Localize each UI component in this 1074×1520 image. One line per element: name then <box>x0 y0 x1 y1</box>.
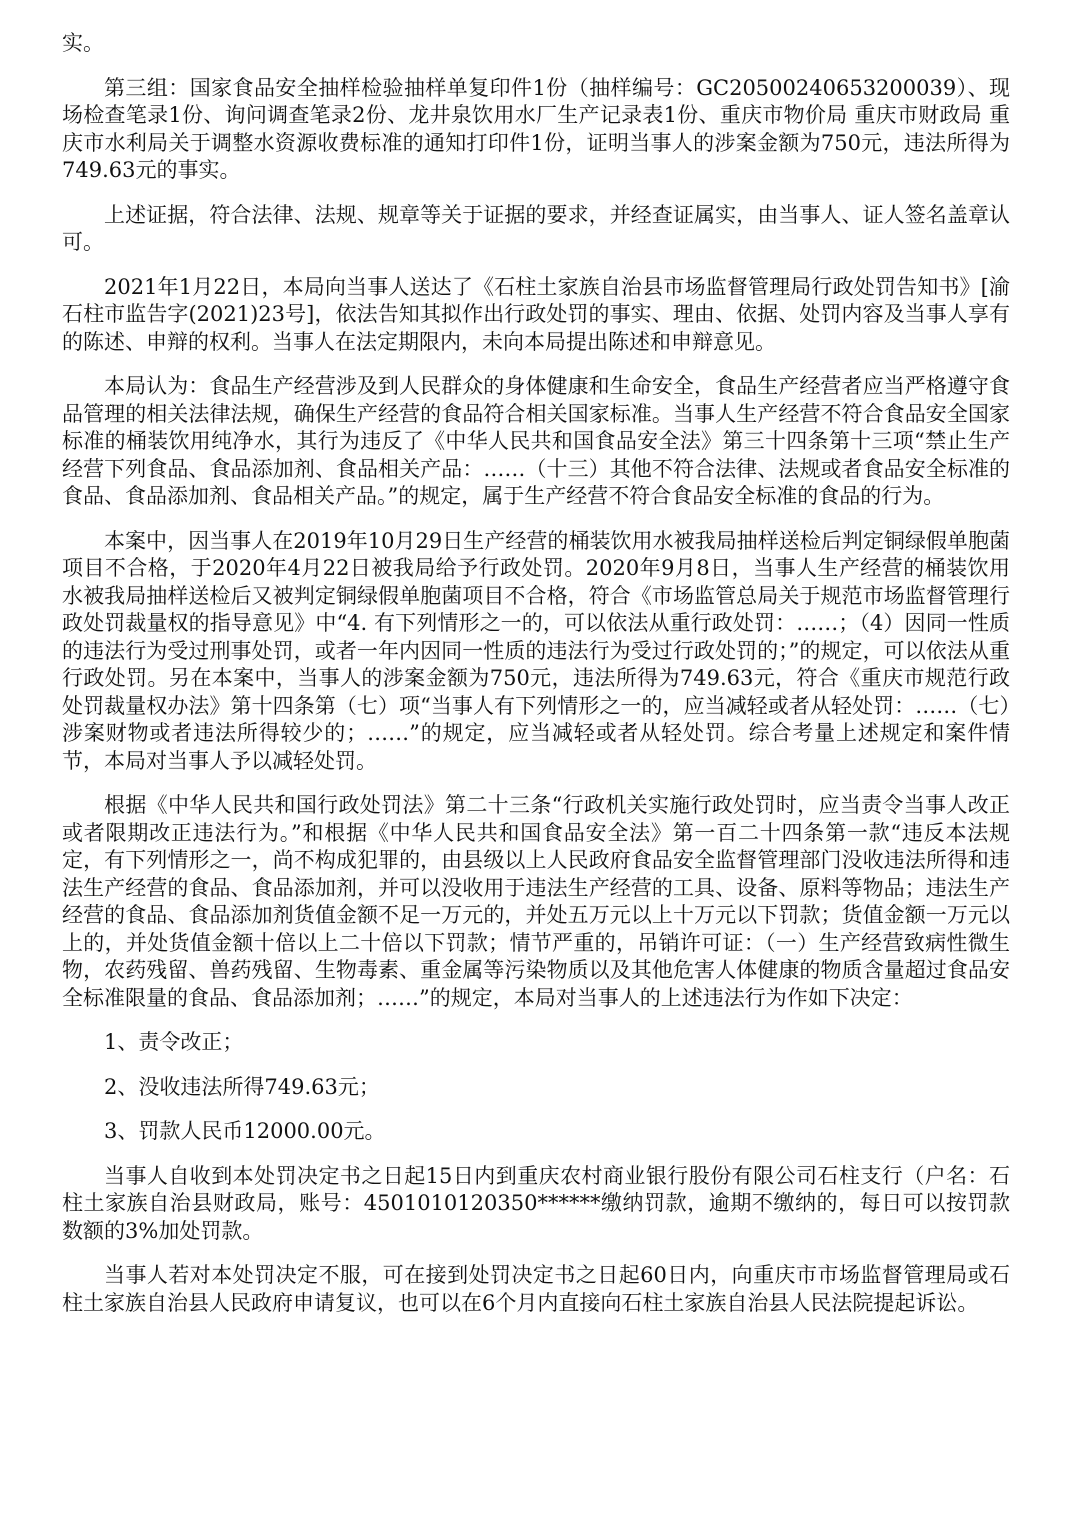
paragraph-payment-instructions: 当事人自收到本处罚决定书之日起15日内到重庆农村商业银行股份有限公司石柱支行（户名：石柱土家族自治县财政局，账号：4501010120350******缴纳罚款，逾期不缴纳的，每日可以按罚款数额的3%加处罚款。 <box>62 1163 1010 1243</box>
decision-item-2: 2、没收违法所得749.63元； <box>104 1074 380 1099</box>
paragraph-bureau-opinion: 本局认为：食品生产经营涉及到人民群众的身体健康和生命安全，食品生产经营者应当严格遵守食品管理的相关法律法规，确保生产经营的食品符合相关国家标准。当事人生产经营不符合食品安全国家标准的桶装饮用纯净水，其行为违反了《中华人民共和国食品安全法》第三十四条第十三项“禁止生产经营下列食品、食品添加剂、食品相关产品：……（十三）其他不符合法律、法规或者食品安全标准的食品、食品添加剂、食品相关产品。”的规定，属于生产经营不符合食品安全标准的食品的行为。 <box>62 374 1010 508</box>
decision-item-1: 1、责令改正； <box>104 1030 244 1054</box>
paragraph-case-circumstances: 本案中，因当事人在2019年10月29日生产经营的桶装饮用水被我局抽样送检后判定铜绿假单胞菌项目不合格，于2020年4月22日被我局给予行政处罚。2020年9月8日，当事人生产经营的桶装饮用水被我局抽样送检后又被判定铜绿假单胞菌项目不合格，符合《市场监管总局关于规范市场监督管理行政处罚裁量权的指导意见》中“4. 有下列情形之一的，可以依法从重行政处罚：……；（4）因同一性质的违法行为受过刑事处罚，或者一年内因同一性质的违法行为受过行政处罚的；”的规定，可以依法从重行政处罚。另在本案中，当事人的涉案金额为750元，违法所得为749.63元，符合《重庆市规范行政处罚裁量权办法》第十四条第（七）项“当事人有下列情形之一的，应当减轻或者从轻处罚：……（七）涉案财物或者违法所得较少的；……”的规定，应当减轻或者从轻处罚。综合考量上述规定和案件情节，本局对当事人予以减轻处罚。 <box>62 528 1010 773</box>
document-body <box>62 30 1010 1334</box>
paragraph-evidence-group-3: 第三组：国家食品安全抽样检验抽样单复印件1份（抽样编号：GC20500240653200039）、现场检查笔录1份、询问调查笔录2份、龙井泉饮用水厂生产记录表1份、重庆市物价局 重庆市财政局 重庆市水利局关于调整水资源收费标准的通知打印件1份，证明当事人的涉案金额为750元，违法所得为749.63元的事实。 <box>62 75 1010 182</box>
paragraph-legal-basis: 根据《中华人民共和国行政处罚法》第二十三条“行政机关实施行政处罚时，应当责令当事人改正或者限期改正违法行为。”和根据《中华人民共和国食品安全法》第一百二十四条第一款“违反本法规定，有下列情形之一，尚不构成犯罪的，由县级以上人民政府食品安全监督管理部门没收违法所得和违法生产经营的食品、食品添加剂，并可以没收用于违法生产经营的工具、设备、原料等物品；违法生产经营的食品、食品添加剂货值金额不足一万元的，并处五万元以上十万元以下罚款；货值金额一万元以上的，并处货值金额十倍以上二十倍以下罚款；情节严重的，吊销许可证：（一）生产经营致病性微生物，农药残留、兽药残留、生物毒素、重金属等污染物质以及其他危害人体健康的物质含量超过食品安全标准限量的食品、食品添加剂；……”的规定，本局对当事人的上述违法行为作如下决定： <box>62 793 1010 1010</box>
decision-item-3: 3、罚款人民币12000.00元。 <box>104 1119 386 1143</box>
paragraph-notice-served: 2021年1月22日，本局向当事人送达了《石柱土家族自治县市场监督管理局行政处罚告知书》[渝石柱市监告字(2021)23号]，依法告知其拟作出行政处罚的事实、理由、依据、处罚内容及当事人享有的陈述、申辩的权利。当事人在法定期限内，未向本局提出陈述和申辩意见。 <box>62 274 1010 354</box>
paragraph-evidence-verified: 上述证据，符合法律、法规、规章等关于证据的要求，并经查证属实，由当事人、证人签名盖章认可。 <box>62 202 1010 254</box>
paragraph-appeal-rights: 当事人若对本处罚决定不服，可在接到处罚决定书之日起60日内，向重庆市市场监督管理局或石柱土家族自治县人民政府申请复议，也可以在6个月内直接向石柱土家族自治县人民法院提起诉讼。 <box>62 1263 1010 1315</box>
paragraph-continuation: 实。 <box>62 31 104 55</box>
